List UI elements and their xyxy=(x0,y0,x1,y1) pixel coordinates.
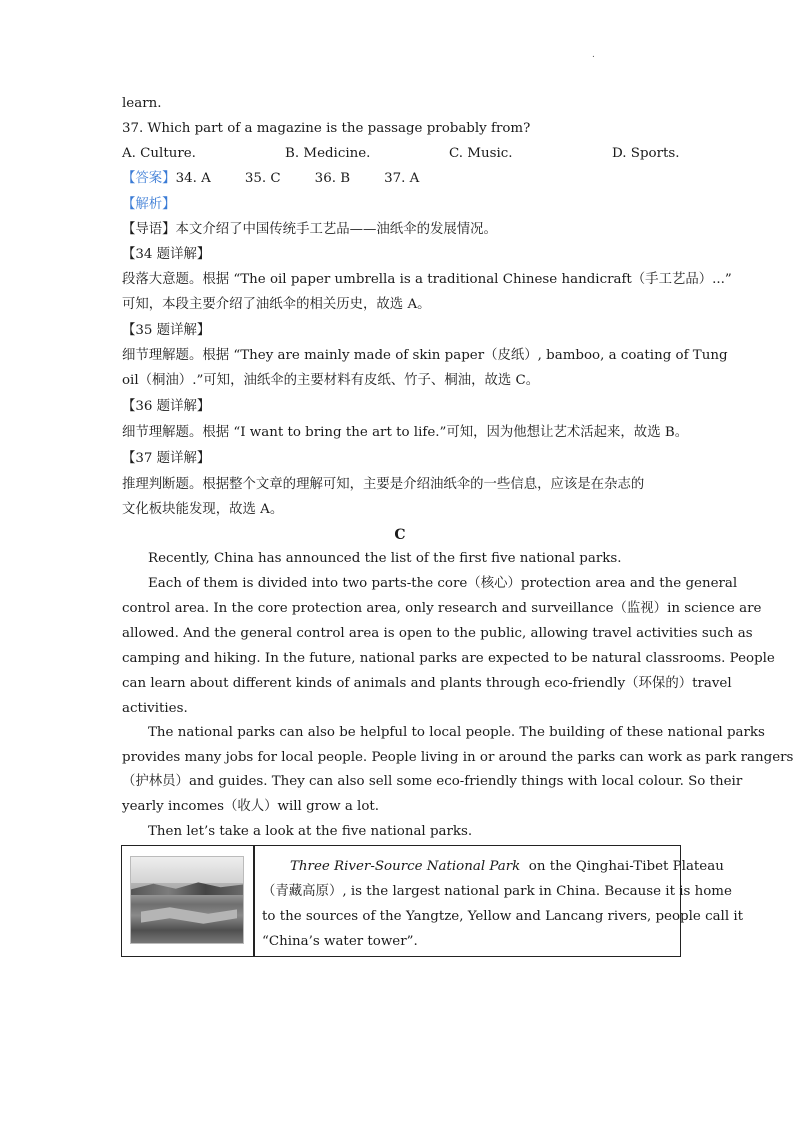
q34-line-2: 可知，本段主要介绍了油纸伞的相关历史，故选 A。 xyxy=(122,297,431,312)
park-photo xyxy=(130,856,244,944)
q35-line-2: oil（桐油）.”可知，油纸伞的主要材料有皮纸、竹子、桐油，故选 C。 xyxy=(122,373,540,388)
park-description xyxy=(262,854,744,954)
passage-p2-line-3: allowed. And the general control area is open to the public, allowing travel activities such as xyxy=(122,626,753,641)
option-d: D. Sports. xyxy=(612,146,680,161)
park-table xyxy=(121,845,744,957)
passage-p2-line-2: control area. In the core protection area, only research and surveillance（监视）in science are xyxy=(122,601,762,616)
passage-p2-line-5: can learn about different kinds of animals and plants through eco-friendly（环保的）travel xyxy=(122,676,732,691)
text-line-learn: learn. xyxy=(122,96,162,111)
q34-line-1: 段落大意题。根据 “The oil paper umbrella is a traditional Chinese handicraft（手工艺品）...” xyxy=(122,272,732,287)
passage-p1: Recently, China has announced the list of the first five national parks. xyxy=(148,551,622,566)
q36-line-1: 细节理解题。根据 “I want to bring the art to life.”可知，因为他想让艺术活起来，故选 B。 xyxy=(122,425,689,440)
question-37: 37. Which part of a magazine is the passage probably from? xyxy=(122,121,531,136)
corner-mark: . xyxy=(592,50,595,60)
answer-label: 【答案】 xyxy=(122,171,176,186)
analysis-label: 【解析】 xyxy=(122,197,176,212)
park-name: Three River-Source National Park xyxy=(290,859,521,874)
q35-heading: 【35 题详解】 xyxy=(122,323,211,338)
passage-p2-line-4: camping and hiking. In the future, national parks are expected to be natural classrooms. People xyxy=(122,651,775,666)
option-c: C. Music. xyxy=(449,146,513,161)
section-c-heading: C xyxy=(394,527,406,543)
passage-p4: Then let’s take a look at the five national parks. xyxy=(148,824,473,839)
table-divider xyxy=(253,846,255,956)
park-desc-line-2: （青藏高原）, is the largest national park in China. Because it is home xyxy=(262,884,732,899)
intro-line: 【导语】本文介绍了中国传统手工艺品——油纸伞的发展情况。 xyxy=(122,222,497,237)
q37-heading: 【37 题详解】 xyxy=(122,451,211,466)
passage-p2-line-1: Each of them is divided into two parts-the core（核心）protection area and the general xyxy=(148,576,738,591)
passage-p3-line-4: yearly incomes（收人）will grow a lot. xyxy=(122,799,380,814)
passage-p2-line-6: activities. xyxy=(122,701,188,716)
park-desc-line-3: to the sources of the Yangtze, Yellow and Lancang rivers, people call it xyxy=(262,909,744,924)
passage-p3-line-1: The national parks can also be helpful to local people. The building of these national parks xyxy=(148,725,765,740)
option-a: A. Culture. xyxy=(122,146,196,161)
park-desc-line-4: “China’s water tower”. xyxy=(262,934,418,949)
passage-p3-line-3: （护林员）and guides. They can also sell some eco-friendly things with local colour. So their xyxy=(122,774,743,789)
passage-p3-line-2: provides many jobs for local people. People living in or around the parks can work as park rangers xyxy=(122,750,794,765)
q35-line-1: 细节理解题。根据 “They are mainly made of skin paper（皮纸）, bamboo, a coating of Tung xyxy=(122,348,728,363)
park-desc-line-1: on the Qinghai-Tibet Plateau xyxy=(520,859,724,874)
option-b: B. Medicine. xyxy=(285,146,371,161)
q37-line-1: 推理判断题。根据整个文章的理解可知，主要是介绍油纸伞的一些信息，应该是在杂志的 xyxy=(122,477,645,492)
answer-line xyxy=(122,170,419,188)
q36-heading: 【36 题详解】 xyxy=(122,399,211,414)
answer-values: 34. A 35. C 36. B 37. A xyxy=(175,171,420,186)
q37-line-2: 文化板块能发现，故选 A。 xyxy=(122,502,284,517)
q34-heading: 【34 题详解】 xyxy=(122,247,211,262)
